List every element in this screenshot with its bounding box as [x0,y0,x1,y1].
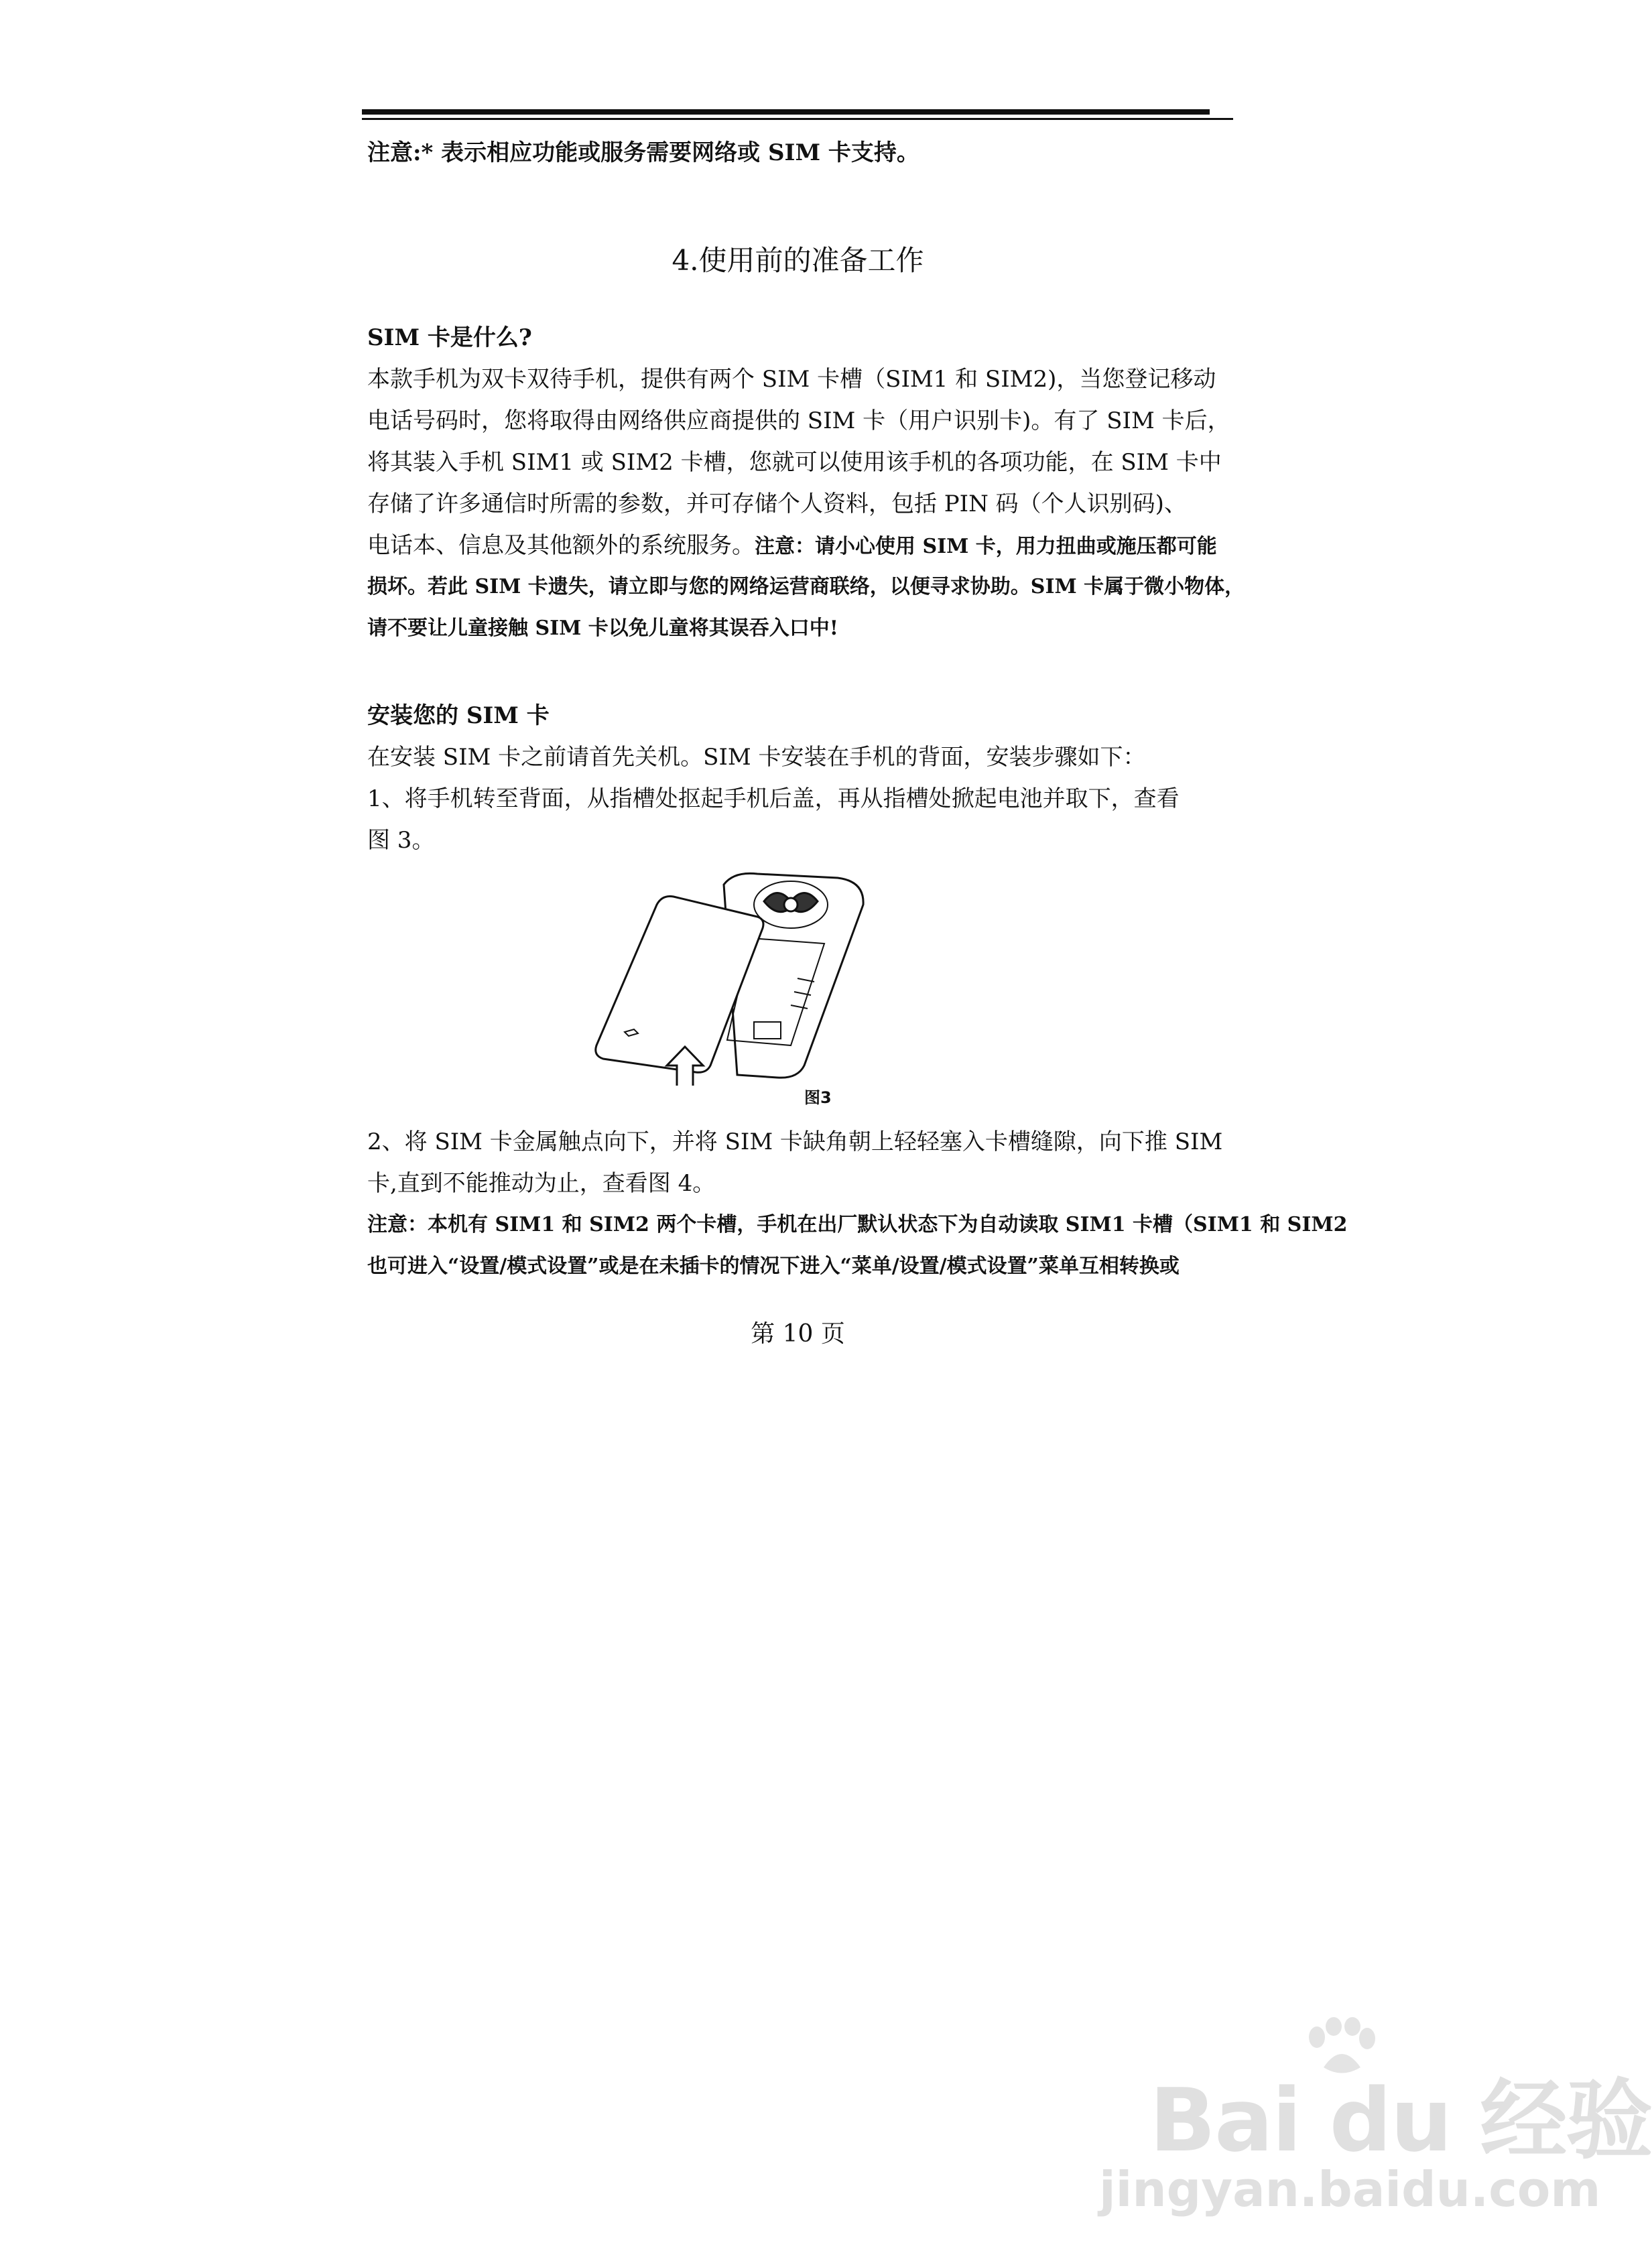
sim-what-line-3: 将其装入手机 SIM1 或 SIM2 卡槽，您就可以使用该手机的各项功能，在 SIM 卡中 [367,449,1222,476]
install-line-3: 图 3。 [367,827,435,854]
install-step2-line-1: 2、将 SIM 卡金属触点向下，并将 SIM 卡缺角朝上轻轻塞入卡槽缝隙，向下推 SIM [367,1128,1223,1155]
install-line-1: 在安装 SIM 卡之前请首先关机。SIM 卡安装在手机的背面，安装步骤如下： [367,744,1146,771]
sim-what-heading: SIM 卡是什么? [367,324,532,351]
header-rule-thin [362,118,1233,120]
sim-caution-start: 注意：请小心使用 SIM 卡，用力扭曲或施压都可能 [755,535,1217,558]
header-rule-thick [362,109,1210,115]
install-line-2: 1、将手机转至背面，从指槽处抠起手机后盖，再从指槽处掀起电池并取下，查看 [367,785,1180,812]
sim-what-line-5 [367,527,1238,560]
figure-3-caption: 图3 [804,1088,832,1107]
sim-caution-line-2: 请不要让儿童接触 SIM 卡以免儿童将其误吞入口中! [367,617,838,640]
watermark-url: jingyan.baidu.com [1099,2161,1601,2217]
install-step2-line-2: 卡,直到不能推动为止，查看图 4。 [367,1170,716,1197]
sim-what-line-4: 存储了许多通信时所需的参数，并可存储个人资料，包括 PIN 码（个人识别码)、 [367,491,1187,517]
sim-caution-line-1: 损坏。若此 SIM 卡遗失，请立即与您的网络运营商联络，以便寻求协助。SIM 卡属于微小物体， [367,575,1245,598]
install-note-line-2: 也可进入“设置/模式设置”或是在未插卡的情况下进入“菜单/设置/模式设置”菜单互相转换或 [367,1254,1180,1278]
watermark-brand: Bai du 经验 [1149,2069,1652,2171]
sim-what-line-1: 本款手机为双卡双待手机，提供有两个 SIM 卡槽（SIM1 和 SIM2)，当您登记移动 [367,366,1216,393]
section-title: 4.使用前的准备工作 [672,244,924,277]
baidu-watermark [1099,2017,1652,2238]
network-note: 注意:* 表示相应功能或服务需要网络或 SIM 卡支持。 [367,139,919,166]
page-number: 第 10 页 [751,1320,845,1348]
phone-back-illustration [583,864,891,1086]
install-note-line-1: 注意：本机有 SIM1 和 SIM2 两个卡槽，手机在出厂默认状态下为自动读取 SIM1 卡槽（SIM1 和 SIM2 [367,1213,1348,1236]
sim-what-line-5-normal: 电话本、信息及其他额外的系统服务。 [367,532,755,559]
sim-what-line-2: 电话号码时，您将取得由网络供应商提供的 SIM 卡（用户识别卡)。有了 SIM 卡后， [367,407,1230,434]
install-heading: 安装您的 SIM 卡 [367,702,550,729]
